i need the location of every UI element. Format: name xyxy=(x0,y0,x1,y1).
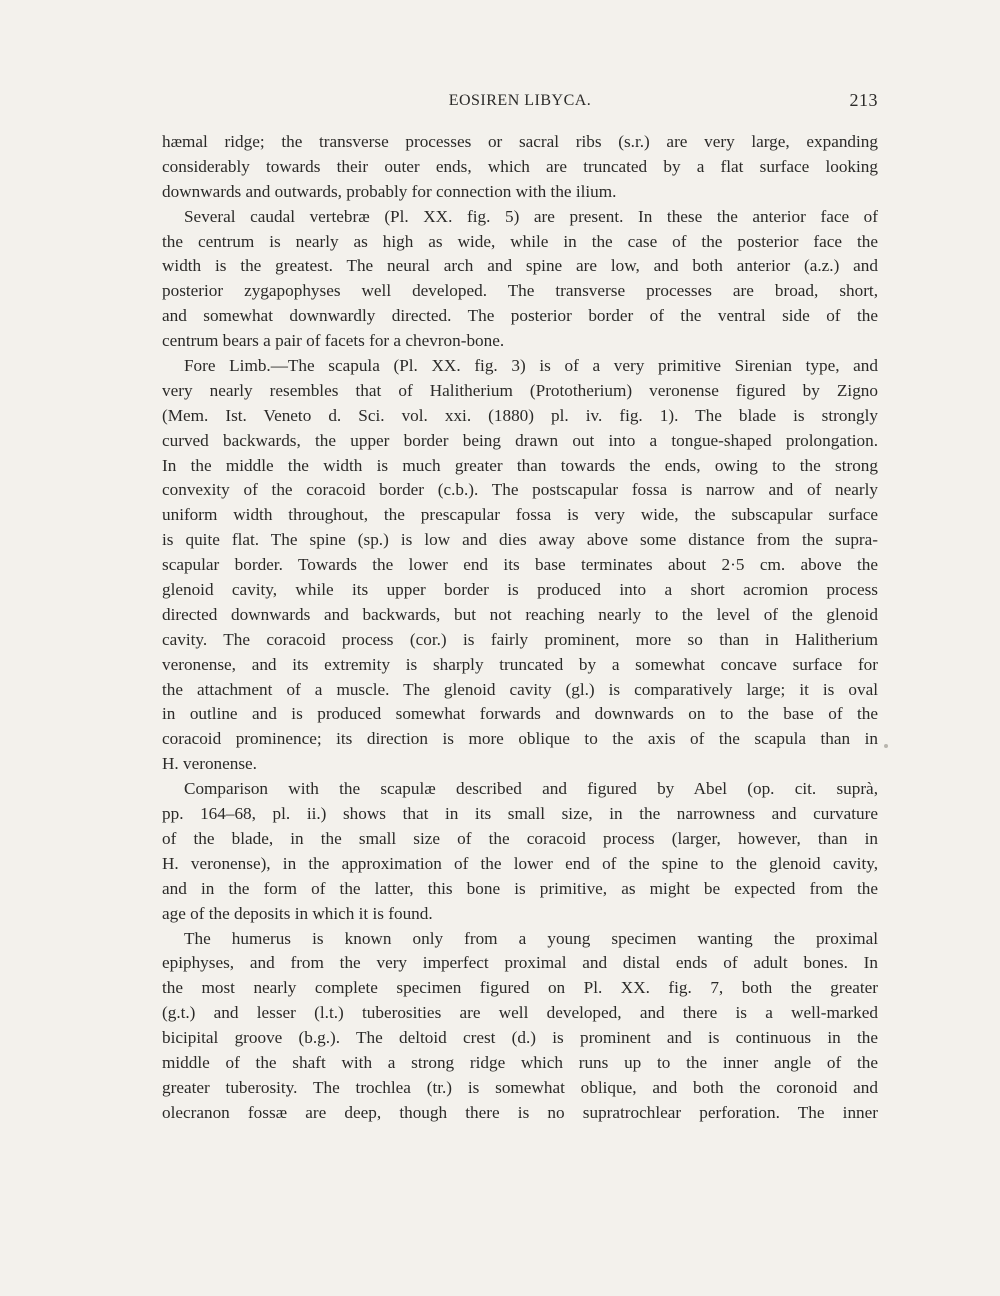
text-line: is quite flat. The spine (sp.) is low and dies away above some distance from the supra- xyxy=(162,530,878,550)
text-line: the centrum is nearly as high as wide, while in the case of the posterior face the xyxy=(162,231,878,251)
text-line: cavity. The coracoid process (cor.) is fairly prominent, more so than in Halitherium xyxy=(162,629,878,649)
text-line: posterior zygapophyses well developed. The transverse processes are broad, short, xyxy=(162,281,878,301)
text-line: olecranon fossæ are deep, though there is no supratrochlear perforation. The inner xyxy=(162,1102,878,1122)
text-line: greater tuberosity. The trochlea (tr.) is somewhat oblique, and both the coronoid and xyxy=(162,1077,878,1097)
text-line: The humerus is known only from a young specimen wanting the proximal xyxy=(184,928,878,948)
text-line: hæmal ridge; the transverse processes or sacral ribs (s.r.) are very large, expanding xyxy=(162,132,878,151)
text-line: the attachment of a muscle. The glenoid cavity (gl.) is comparatively large; it is oval xyxy=(162,679,878,699)
text-line: pp. 164–68, pl. ii.) shows that in its small size, in the narrowness and curvature xyxy=(162,804,878,824)
text-line: In the middle the width is much greater than towards the ends, owing to the strong xyxy=(162,455,878,475)
text-line: curved backwards, the upper border being drawn out into a tongue-shaped prolongation. xyxy=(162,430,878,450)
text-line: Several caudal vertebræ (Pl. XX. fig. 5) are present. In these the anterior face of xyxy=(184,206,878,226)
text-line: in outline and is produced somewhat forwards and downwards on to the base of the xyxy=(162,704,878,724)
running-title: EOSIREN LIBYCA. xyxy=(448,92,592,109)
text-line: convexity of the coracoid border (c.b.). The postscapular fossa is narrow and of nearly xyxy=(162,480,878,500)
text-line: Comparison with the scapulæ described and figured by Abel (op. cit. suprà, xyxy=(184,779,878,799)
text-line: and in the form of the latter, this bone is primitive, as might be expected from the xyxy=(162,878,878,898)
text-line: scapular border. Towards the lower end its base terminates about 2·5 cm. above the xyxy=(162,555,878,575)
text-line: downwards and outwards, probably for connection with the ilium. xyxy=(162,181,617,201)
text-line: (Mem. Ist. Veneto d. Sci. vol. xxi. (1880) pl. iv. fig. 1). The blade is strongly xyxy=(162,405,878,425)
text-line: centrum bears a pair of facets for a chevron-bone. xyxy=(162,331,505,351)
text-line: epiphyses, and from the very imperfect proximal and distal ends of adult bones. In xyxy=(162,953,878,973)
text-line: very nearly resembles that of Halitherium (Prototherium) veronense figured by Zigno xyxy=(162,380,878,400)
ink-speck xyxy=(884,744,888,748)
text-line: glenoid cavity, while its upper border is produced into a short acromion process xyxy=(162,580,878,600)
text-line: H. veronense), in the approximation of the lower end of the spine to the glenoid cavity, xyxy=(162,853,878,873)
text-line: considerably towards their outer ends, which are truncated by a flat surface looking xyxy=(162,156,878,176)
running-head xyxy=(162,88,878,116)
text-line: Fore Limb.—The scapula (Pl. XX. fig. 3) is of a very primitive Sirenian type, and xyxy=(184,356,878,376)
text-line: coracoid prominence; its direction is more oblique to the axis of the scapula than in xyxy=(162,729,878,749)
text-line: bicipital groove (b.g.). The deltoid crest (d.) is prominent and is continuous in the xyxy=(162,1028,878,1048)
text-line: H. veronense. xyxy=(162,754,257,774)
text-line: the most nearly complete specimen figured on Pl. XX. fig. 7, both the greater xyxy=(162,978,878,998)
text-line: veronense, and its extremity is sharply truncated by a somewhat concave surface for xyxy=(162,654,878,674)
body-text xyxy=(162,130,878,1126)
page-number: 213 xyxy=(849,90,878,110)
text-line: middle of the shaft with a strong ridge which runs up to the inner angle of the xyxy=(162,1052,878,1072)
text-line: age of the deposits in which it is found. xyxy=(162,903,433,923)
text-line: and somewhat downwardly directed. The posterior border of the ventral side of the xyxy=(162,306,878,326)
text-line: directed downwards and backwards, but not reaching nearly to the level of the glenoid xyxy=(162,604,878,624)
text-line: uniform width throughout, the prescapular fossa is very wide, the subscapular surface xyxy=(162,505,878,525)
text-line: (g.t.) and lesser (l.t.) tuberosities are well developed, and there is a well-marked xyxy=(162,1003,878,1023)
text-line: of the blade, in the small size of the coracoid process (larger, however, than in xyxy=(162,828,878,848)
text-line: width is the greatest. The neural arch and spine are low, and both anterior (a.z.) and xyxy=(162,256,878,276)
